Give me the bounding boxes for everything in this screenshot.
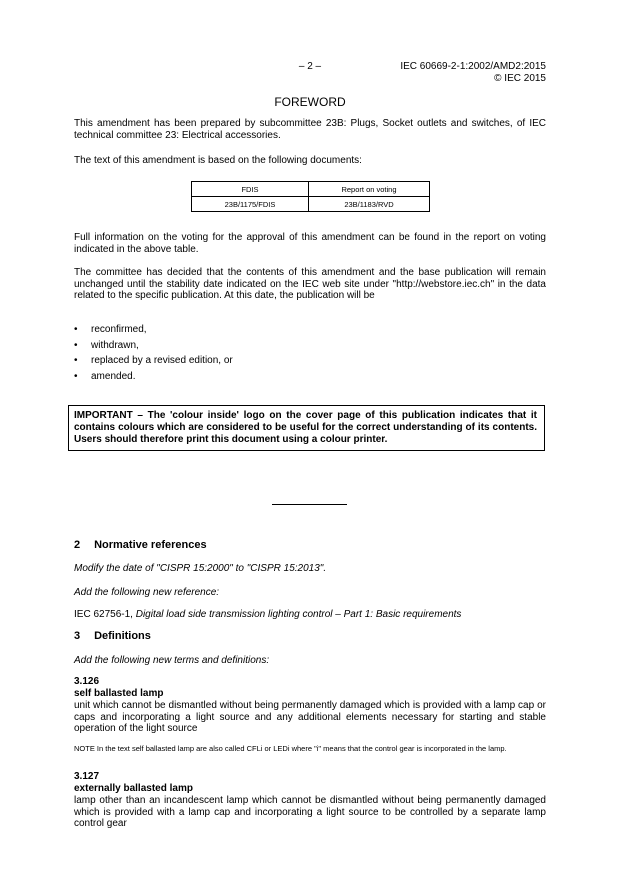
reference-id: IEC 62756-1, [74, 609, 136, 620]
page-number: – 2 – [298, 61, 322, 72]
term-definition: lamp other than an incandescent lamp which cannot be dismantled without being permanently damaged which is provided with a lamp cap and incorporating a light source to be controlled by a separate lamp control gear [74, 795, 546, 829]
section-2-instruction: Modify the date of "CISPR 15:2000" to "CISPR 15:2013". [74, 563, 327, 574]
documents-table [191, 181, 430, 212]
important-notice-box: IMPORTANT – The 'colour inside' logo on the cover page of this publication indicates that it contains colours which are considered to be useful for the correct understanding of its contents. Users should therefore print this document using a colour printer. [68, 405, 545, 451]
table-header-cell: Report on voting [309, 182, 430, 197]
section-title: Definitions [94, 630, 151, 642]
section-2-heading [74, 539, 207, 551]
term-number: 3.126 [74, 676, 100, 687]
document-header [400, 61, 546, 85]
list-item: • replaced by a revised edition, or [74, 355, 233, 366]
publication-status-list [74, 324, 233, 386]
bullet-icon: • [74, 370, 78, 382]
copyright-line: © IEC 2015 [494, 73, 546, 84]
foreword-paragraph-1: This amendment has been prepared by subcommittee 23B: Plugs, Socket outlets and switches, of IEC technical committee 23: Electrical accessories. [74, 118, 546, 141]
section-2-add-instruction: Add the following new reference: [74, 587, 220, 598]
foreword-paragraph-4: The committee has decided that the contents of this amendment and the base publication will remain unchanged until the stability date indicated on the IEC web site under "http://webstore.iec.ch" in the data related to the specific publication. At this date, the publication will be [74, 267, 546, 301]
list-item: • withdrawn, [74, 339, 139, 351]
foreword-paragraph-2: The text of this amendment is based on the following documents: [74, 155, 362, 166]
bullet-icon: • [74, 339, 78, 351]
table-row [192, 197, 430, 212]
table-header-row [192, 182, 430, 197]
foreword-paragraph-3: Full information on the voting for the approval of this amendment can be found in the report on voting indicated in the above table. [74, 232, 546, 255]
section-number: 2 [74, 539, 81, 551]
section-3-instruction: Add the following new terms and definitions: [74, 655, 270, 666]
table-cell: 23B/1175/FDIS [192, 197, 309, 212]
term-note: NOTE In the text self ballasted lamp are also called CFLi or LEDi where "i" means that the control gear is incorporated in the lamp. [74, 744, 507, 753]
list-item: • reconfirmed, [74, 324, 147, 335]
section-divider [272, 504, 347, 505]
term-name: externally ballasted lamp [74, 783, 193, 794]
term-number: 3.127 [74, 771, 100, 782]
term-definition: unit which cannot be dismantled without being permanently damaged which is provided with a lamp cap or caps and incorporating a light source and any additional elements necessary for starting and stable operation of the light source [74, 700, 546, 734]
bullet-icon: • [74, 324, 78, 335]
table-header-cell: FDIS [192, 182, 309, 197]
reference-title: Digital load side transmission lighting control – Part 1: Basic requirements [135, 609, 462, 620]
section-title: Normative references [94, 539, 207, 551]
foreword-title: FOREWORD [274, 95, 346, 109]
term-name: self ballasted lamp [74, 688, 164, 699]
table-cell: 23B/1183/RVD [309, 197, 430, 212]
section-number: 3 [74, 630, 81, 642]
bullet-icon: • [74, 355, 78, 366]
list-item: • amended. [74, 370, 136, 382]
normative-reference [74, 609, 546, 621]
section-3-heading [74, 630, 151, 642]
document-id: IEC 60669-2-1:2002/AMD2:2015 [400, 61, 546, 72]
